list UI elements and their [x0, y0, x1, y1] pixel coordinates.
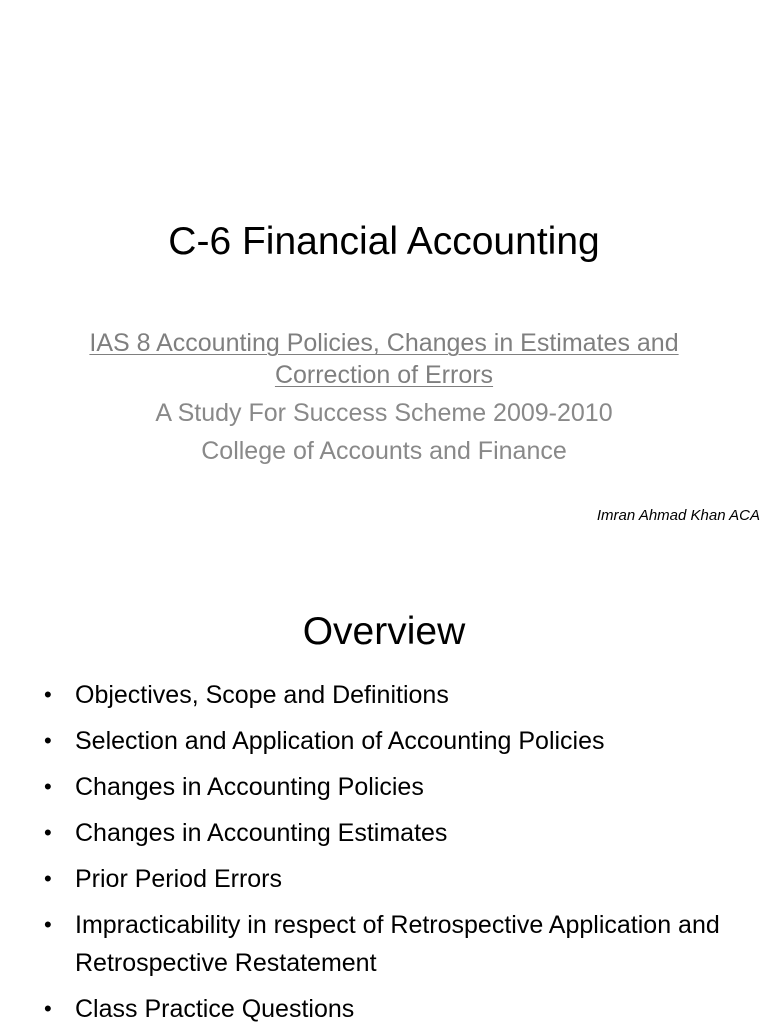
bullet-text: Changes in Accounting Policies — [75, 773, 424, 801]
bullet-text: Prior Period Errors — [75, 865, 282, 893]
author-name: Imran Ahmad Khan ACA — [596, 507, 760, 524]
overview-bullet-list — [42, 676, 742, 1036]
bullet-item — [42, 722, 742, 760]
bullet-item — [42, 860, 742, 898]
subtitle-scheme: A Study For Success Scheme 2009-2010 — [155, 399, 613, 427]
slide-title: C-6 Financial Accounting — [168, 220, 600, 263]
bullet-item — [42, 990, 742, 1028]
bullet-icon: • — [44, 866, 52, 891]
bullet-text: Class Practice Questions — [75, 995, 355, 1023]
bullet-icon: • — [44, 728, 52, 753]
bullet-text: Selection and Application of Accounting Policies — [75, 727, 605, 755]
bullet-icon: • — [44, 774, 52, 799]
bullet-text: Impracticability in respect of Retrospective Application and Retrospective Restatement — [75, 911, 720, 977]
subtitle-link[interactable]: IAS 8 Accounting Policies, Changes in Estimates and Correction of Errors — [89, 329, 679, 389]
bullet-icon: • — [44, 996, 52, 1021]
bullet-item — [42, 906, 742, 982]
bullet-icon: • — [44, 820, 52, 845]
bullet-item — [42, 814, 742, 852]
bullet-item — [42, 768, 742, 806]
bullet-item — [42, 676, 742, 714]
bullet-text: Objectives, Scope and Definitions — [75, 681, 449, 709]
bullet-icon: • — [44, 682, 52, 707]
subtitle-college: College of Accounts and Finance — [201, 437, 567, 465]
bullet-text: Changes in Accounting Estimates — [75, 819, 448, 847]
bullet-icon: • — [44, 912, 52, 937]
overview-slide — [0, 576, 768, 1024]
overview-title: Overview — [302, 610, 466, 653]
